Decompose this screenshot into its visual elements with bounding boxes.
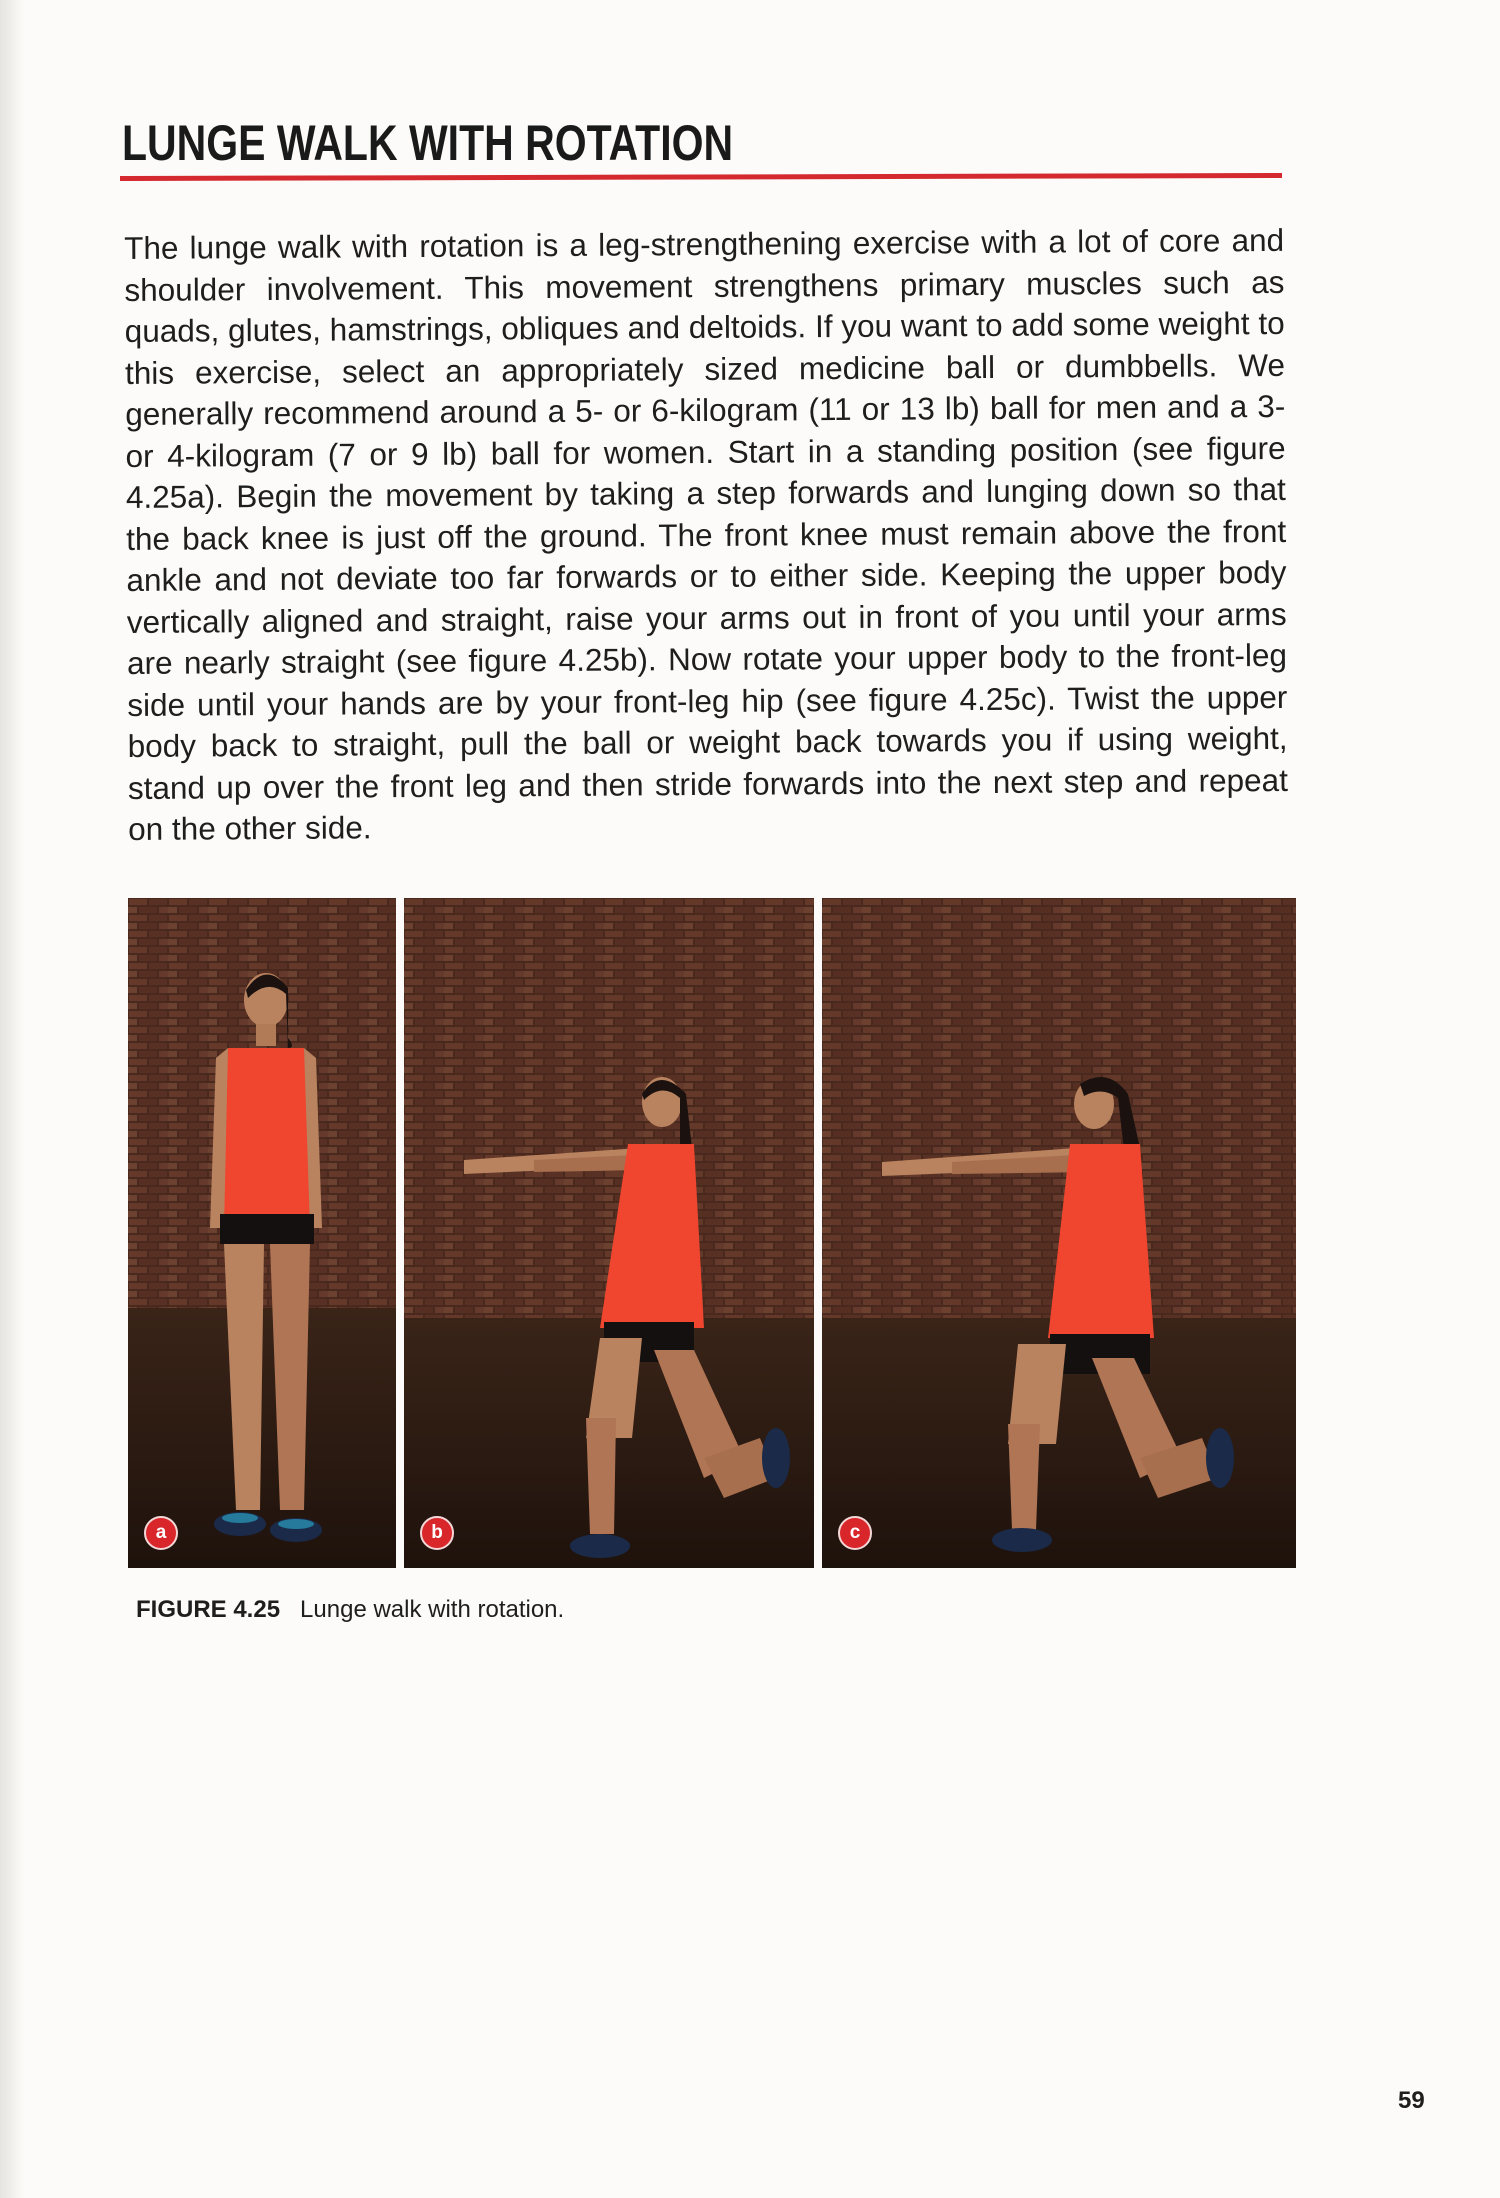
body-paragraph: The lunge walk with rotation is a leg-strengthening exercise with a lot of core and shoulder involvement. This movement strengthens primary muscles such as quads, glutes, hamstrings, obliques and deltoids. If you want to add some weight to this exercise, select an appropriately sized medicine ball or dumbbells. We generally recommend around a 5- or 6-kilogram (11 or 13 lb) ball for men and a 3- or 4-kilogram (7 or 9 lb) ball for women. Start in a standing position (see figure 4.25a). Begin the movement by taking a step forwards and lunging down so that the back knee is just off the ground. The front knee must remain above the front ankle and not deviate too far forwards or to either side. Keeping the upper body vertically aligned and straight, raise your arms out in front of you until your arms are nearly straight (see figure 4.25b). Now rotate your upper body to the front-leg side until your hands are by your front-leg hip (see figure 4.25c). Twist the upper body back to straight, pull the ball or weight back towards you if using weight, stand up over the front leg and then stride forwards into the next step and repeat on the other side. bbox=[124, 221, 1289, 847]
photo-panel-c bbox=[822, 898, 1296, 1568]
figure-number: FIGURE 4.25 bbox=[136, 1596, 281, 1623]
page-number: 59 bbox=[1398, 2087, 1425, 2114]
heading-rule bbox=[120, 173, 1282, 181]
page-heading: LUNGE WALK WITH ROTATION bbox=[122, 115, 734, 171]
figure-caption-text: Lunge walk with rotation. bbox=[300, 1596, 565, 1623]
page-edge-shadow bbox=[0, 0, 24, 2198]
panel-label-a: a bbox=[144, 1516, 178, 1550]
photo-panel-b bbox=[404, 898, 814, 1568]
figure-caption bbox=[136, 1596, 564, 1624]
panel-label-b: b bbox=[420, 1516, 454, 1550]
photo-standing bbox=[128, 898, 396, 1568]
panel-label-c: c bbox=[838, 1516, 872, 1550]
photo-lunge-arms-forward bbox=[404, 898, 814, 1568]
photo-panel-a bbox=[128, 898, 396, 1568]
figure-4-25 bbox=[128, 898, 1296, 1568]
photo-lunge-rotation bbox=[822, 898, 1296, 1568]
